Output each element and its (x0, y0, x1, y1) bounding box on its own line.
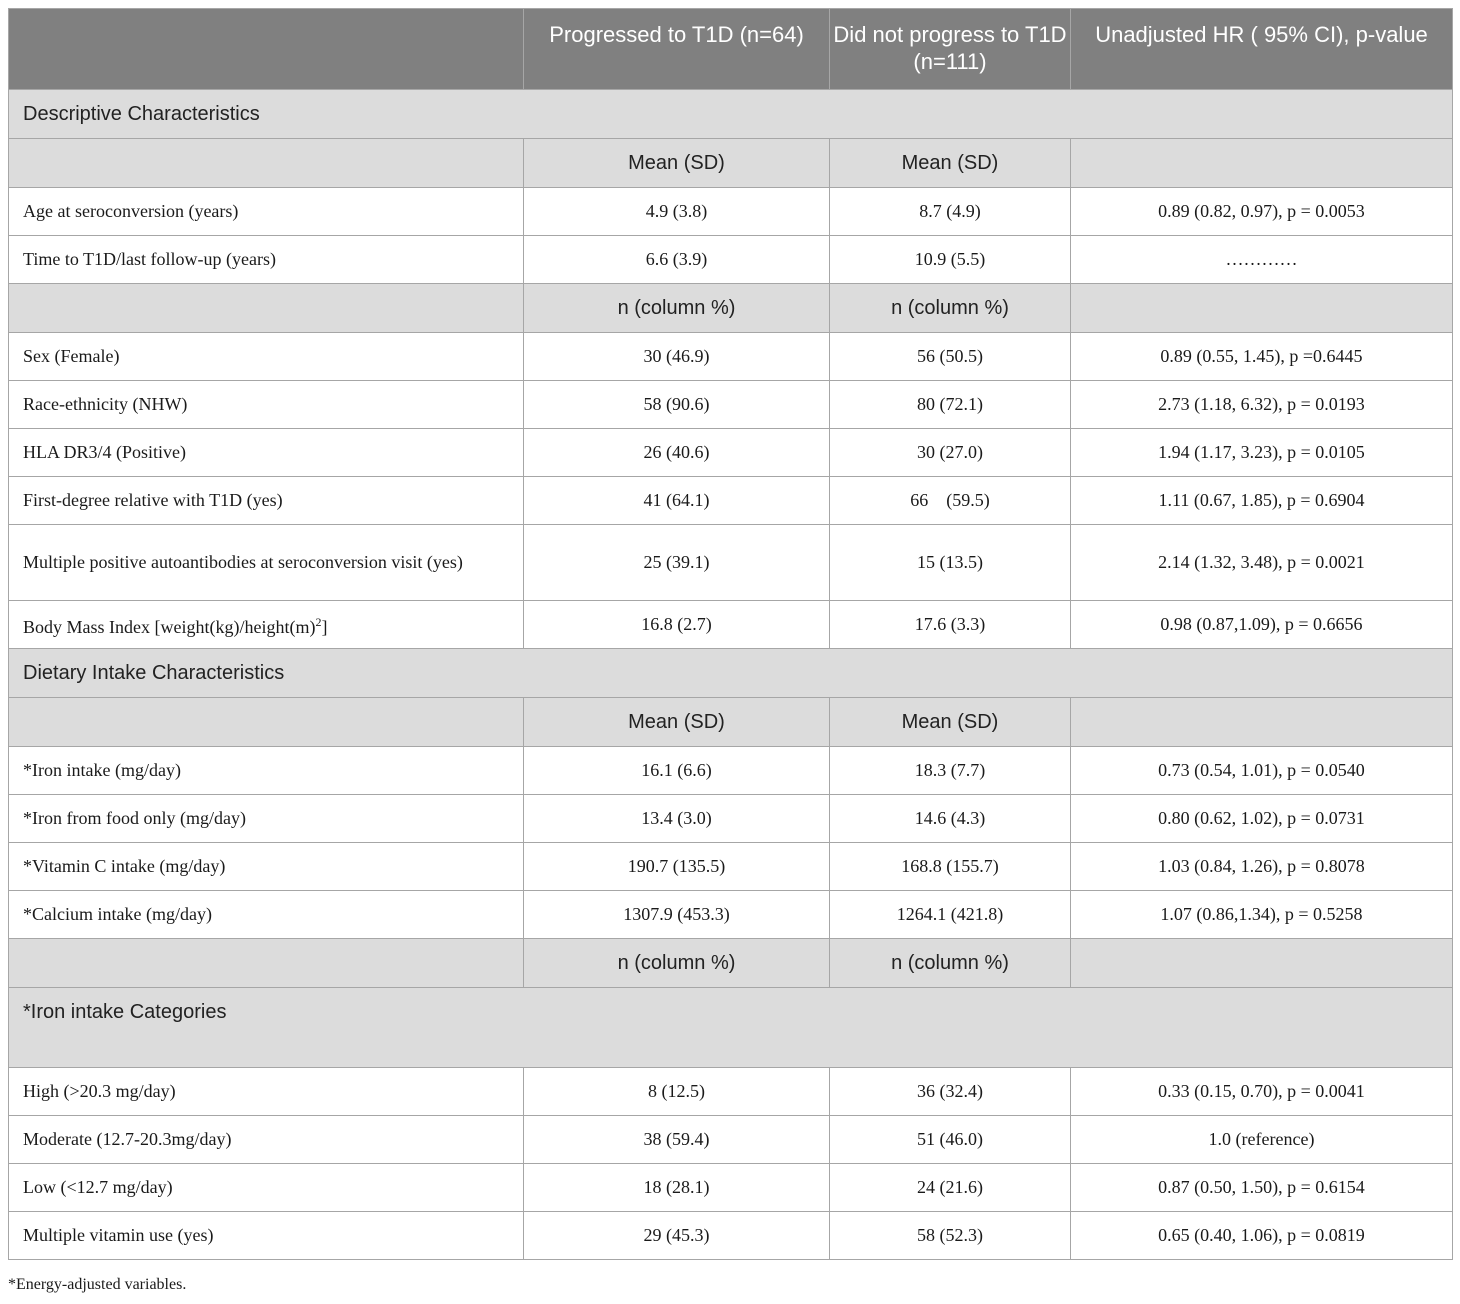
table-row (9, 891, 1453, 939)
progressed-value: 190.7 (135.5) (524, 843, 830, 891)
table-row (9, 333, 1453, 381)
header-not-progressed: Did not progress to T1D (n=111) (830, 9, 1071, 90)
row-label: HLA DR3/4 (Positive) (9, 429, 524, 477)
section-title: Descriptive Characteristics (9, 90, 1453, 139)
subheader-row (9, 939, 1453, 988)
progressed-value: 38 (59.4) (524, 1116, 830, 1164)
hazard-ratio-value: 0.80 (0.62, 1.02), p = 0.0731 (1071, 795, 1453, 843)
hazard-ratio-value: 2.14 (1.32, 3.48), p = 0.0021 (1071, 525, 1453, 601)
not-progressed-value: 1264.1 (421.8) (830, 891, 1071, 939)
table-row (9, 843, 1453, 891)
section-title: *Iron intake Categories (9, 988, 1453, 1068)
not-progressed-value: 18.3 (7.7) (830, 747, 1071, 795)
table-row (9, 795, 1453, 843)
section-header-row (9, 90, 1453, 139)
hazard-ratio-value: 1.11 (0.67, 1.85), p = 0.6904 (1071, 477, 1453, 525)
table-row (9, 1068, 1453, 1116)
subheader-row (9, 698, 1453, 747)
not-progressed-value: 8.7 (4.9) (830, 188, 1071, 236)
table-footnote: *Energy-adjusted variables. (8, 1276, 187, 1293)
row-label: Race-ethnicity (NHW) (9, 381, 524, 429)
section-header-row (9, 988, 1453, 1068)
not-progressed-value: 56 (50.5) (830, 333, 1071, 381)
table-header-row (9, 9, 1453, 90)
subheader-cell: n (column %) (830, 284, 1071, 333)
header-hazard-ratio: Unadjusted HR ( 95% CI), p-value (1071, 9, 1453, 90)
table-row (9, 525, 1453, 601)
progressed-value: 25 (39.1) (524, 525, 830, 601)
progressed-value: 16.1 (6.6) (524, 747, 830, 795)
hazard-ratio-value: 1.03 (0.84, 1.26), p = 0.8078 (1071, 843, 1453, 891)
hazard-ratio-value: 1.0 (reference) (1071, 1116, 1453, 1164)
row-label: *Calcium intake (mg/day) (9, 891, 524, 939)
row-label: *Vitamin C intake (mg/day) (9, 843, 524, 891)
hazard-ratio-value: ………… (1071, 236, 1453, 284)
table-row (9, 429, 1453, 477)
superscript: 2 (315, 614, 322, 629)
table-row (9, 1164, 1453, 1212)
results-table (8, 8, 1453, 1260)
not-progressed-value: 168.8 (155.7) (830, 843, 1071, 891)
subheader-cell (1071, 284, 1453, 333)
not-progressed-value: 80 (72.1) (830, 381, 1071, 429)
hazard-ratio-value: 0.98 (0.87,1.09), p = 0.6656 (1071, 601, 1453, 649)
hazard-ratio-value: 0.33 (0.15, 0.70), p = 0.0041 (1071, 1068, 1453, 1116)
hazard-ratio-value: 0.65 (0.40, 1.06), p = 0.0819 (1071, 1212, 1453, 1260)
subheader-row (9, 139, 1453, 188)
progressed-value: 4.9 (3.8) (524, 188, 830, 236)
section-header-row (9, 649, 1453, 698)
row-label: Age at seroconversion (years) (9, 188, 524, 236)
table-row (9, 1212, 1453, 1260)
hazard-ratio-value: 0.87 (0.50, 1.50), p = 0.6154 (1071, 1164, 1453, 1212)
table-row (9, 188, 1453, 236)
progressed-value: 30 (46.9) (524, 333, 830, 381)
not-progressed-value: 51 (46.0) (830, 1116, 1071, 1164)
table-row (9, 381, 1453, 429)
subheader-cell (9, 939, 524, 988)
progressed-value: 6.6 (3.9) (524, 236, 830, 284)
subheader-cell (1071, 698, 1453, 747)
progressed-value: 18 (28.1) (524, 1164, 830, 1212)
subheader-cell: Mean (SD) (830, 139, 1071, 188)
subheader-cell: Mean (SD) (524, 698, 830, 747)
progressed-value: 26 (40.6) (524, 429, 830, 477)
subheader-cell (1071, 939, 1453, 988)
row-label: Low (<12.7 mg/day) (9, 1164, 524, 1212)
hazard-ratio-value: 1.07 (0.86,1.34), p = 0.5258 (1071, 891, 1453, 939)
subheader-cell (1071, 139, 1453, 188)
progressed-value: 13.4 (3.0) (524, 795, 830, 843)
progressed-value: 41 (64.1) (524, 477, 830, 525)
row-label: Multiple positive autoantibodies at seroconversion visit (yes) (9, 525, 524, 601)
row-label: Time to T1D/last follow-up (years) (9, 236, 524, 284)
hazard-ratio-value: 0.73 (0.54, 1.01), p = 0.0540 (1071, 747, 1453, 795)
progressed-value: 29 (45.3) (524, 1212, 830, 1260)
subheader-cell: Mean (SD) (524, 139, 830, 188)
table-row (9, 747, 1453, 795)
row-label: Moderate (12.7-20.3mg/day) (9, 1116, 524, 1164)
row-label-text: Body Mass Index [weight(kg)/height(m) (23, 616, 316, 637)
subheader-cell (9, 698, 524, 747)
header-empty-cell (9, 9, 524, 90)
subheader-cell: n (column %) (830, 939, 1071, 988)
hazard-ratio-value: 2.73 (1.18, 6.32), p = 0.0193 (1071, 381, 1453, 429)
progressed-value: 16.8 (2.7) (524, 601, 830, 649)
not-progressed-value: 36 (32.4) (830, 1068, 1071, 1116)
row-label: *Iron intake (mg/day) (9, 747, 524, 795)
not-progressed-value: 24 (21.6) (830, 1164, 1071, 1212)
not-progressed-value: 14.6 (4.3) (830, 795, 1071, 843)
row-label-tail: ] (321, 616, 328, 637)
progressed-value: 8 (12.5) (524, 1068, 830, 1116)
table-row (9, 1116, 1453, 1164)
subheader-cell: n (column %) (524, 939, 830, 988)
header-progressed: Progressed to T1D (n=64) (524, 9, 830, 90)
progressed-value: 58 (90.6) (524, 381, 830, 429)
row-label: Sex (Female) (9, 333, 524, 381)
table-row (9, 236, 1453, 284)
hazard-ratio-value: 1.94 (1.17, 3.23), p = 0.0105 (1071, 429, 1453, 477)
hazard-ratio-value: 0.89 (0.82, 0.97), p = 0.0053 (1071, 188, 1453, 236)
subheader-cell (9, 284, 524, 333)
subheader-cell (9, 139, 524, 188)
hazard-ratio-value: 0.89 (0.55, 1.45), p =0.6445 (1071, 333, 1453, 381)
section-title: Dietary Intake Characteristics (9, 649, 1453, 698)
row-label: First-degree relative with T1D (yes) (9, 477, 524, 525)
subheader-cell: n (column %) (524, 284, 830, 333)
subheader-row (9, 284, 1453, 333)
row-label: *Iron from food only (mg/day) (9, 795, 524, 843)
not-progressed-value: 10.9 (5.5) (830, 236, 1071, 284)
row-label: Multiple vitamin use (yes) (9, 1212, 524, 1260)
not-progressed-value: 15 (13.5) (830, 525, 1071, 601)
subheader-cell: Mean (SD) (830, 698, 1071, 747)
progressed-value: 1307.9 (453.3) (524, 891, 830, 939)
not-progressed-value: 30 (27.0) (830, 429, 1071, 477)
not-progressed-value: 58 (52.3) (830, 1212, 1071, 1260)
table-row (9, 477, 1453, 525)
not-progressed-value: 17.6 (3.3) (830, 601, 1071, 649)
row-label (9, 601, 524, 649)
table-row (9, 601, 1453, 649)
row-label: High (>20.3 mg/day) (9, 1068, 524, 1116)
not-progressed-value: 66 (59.5) (830, 477, 1071, 525)
